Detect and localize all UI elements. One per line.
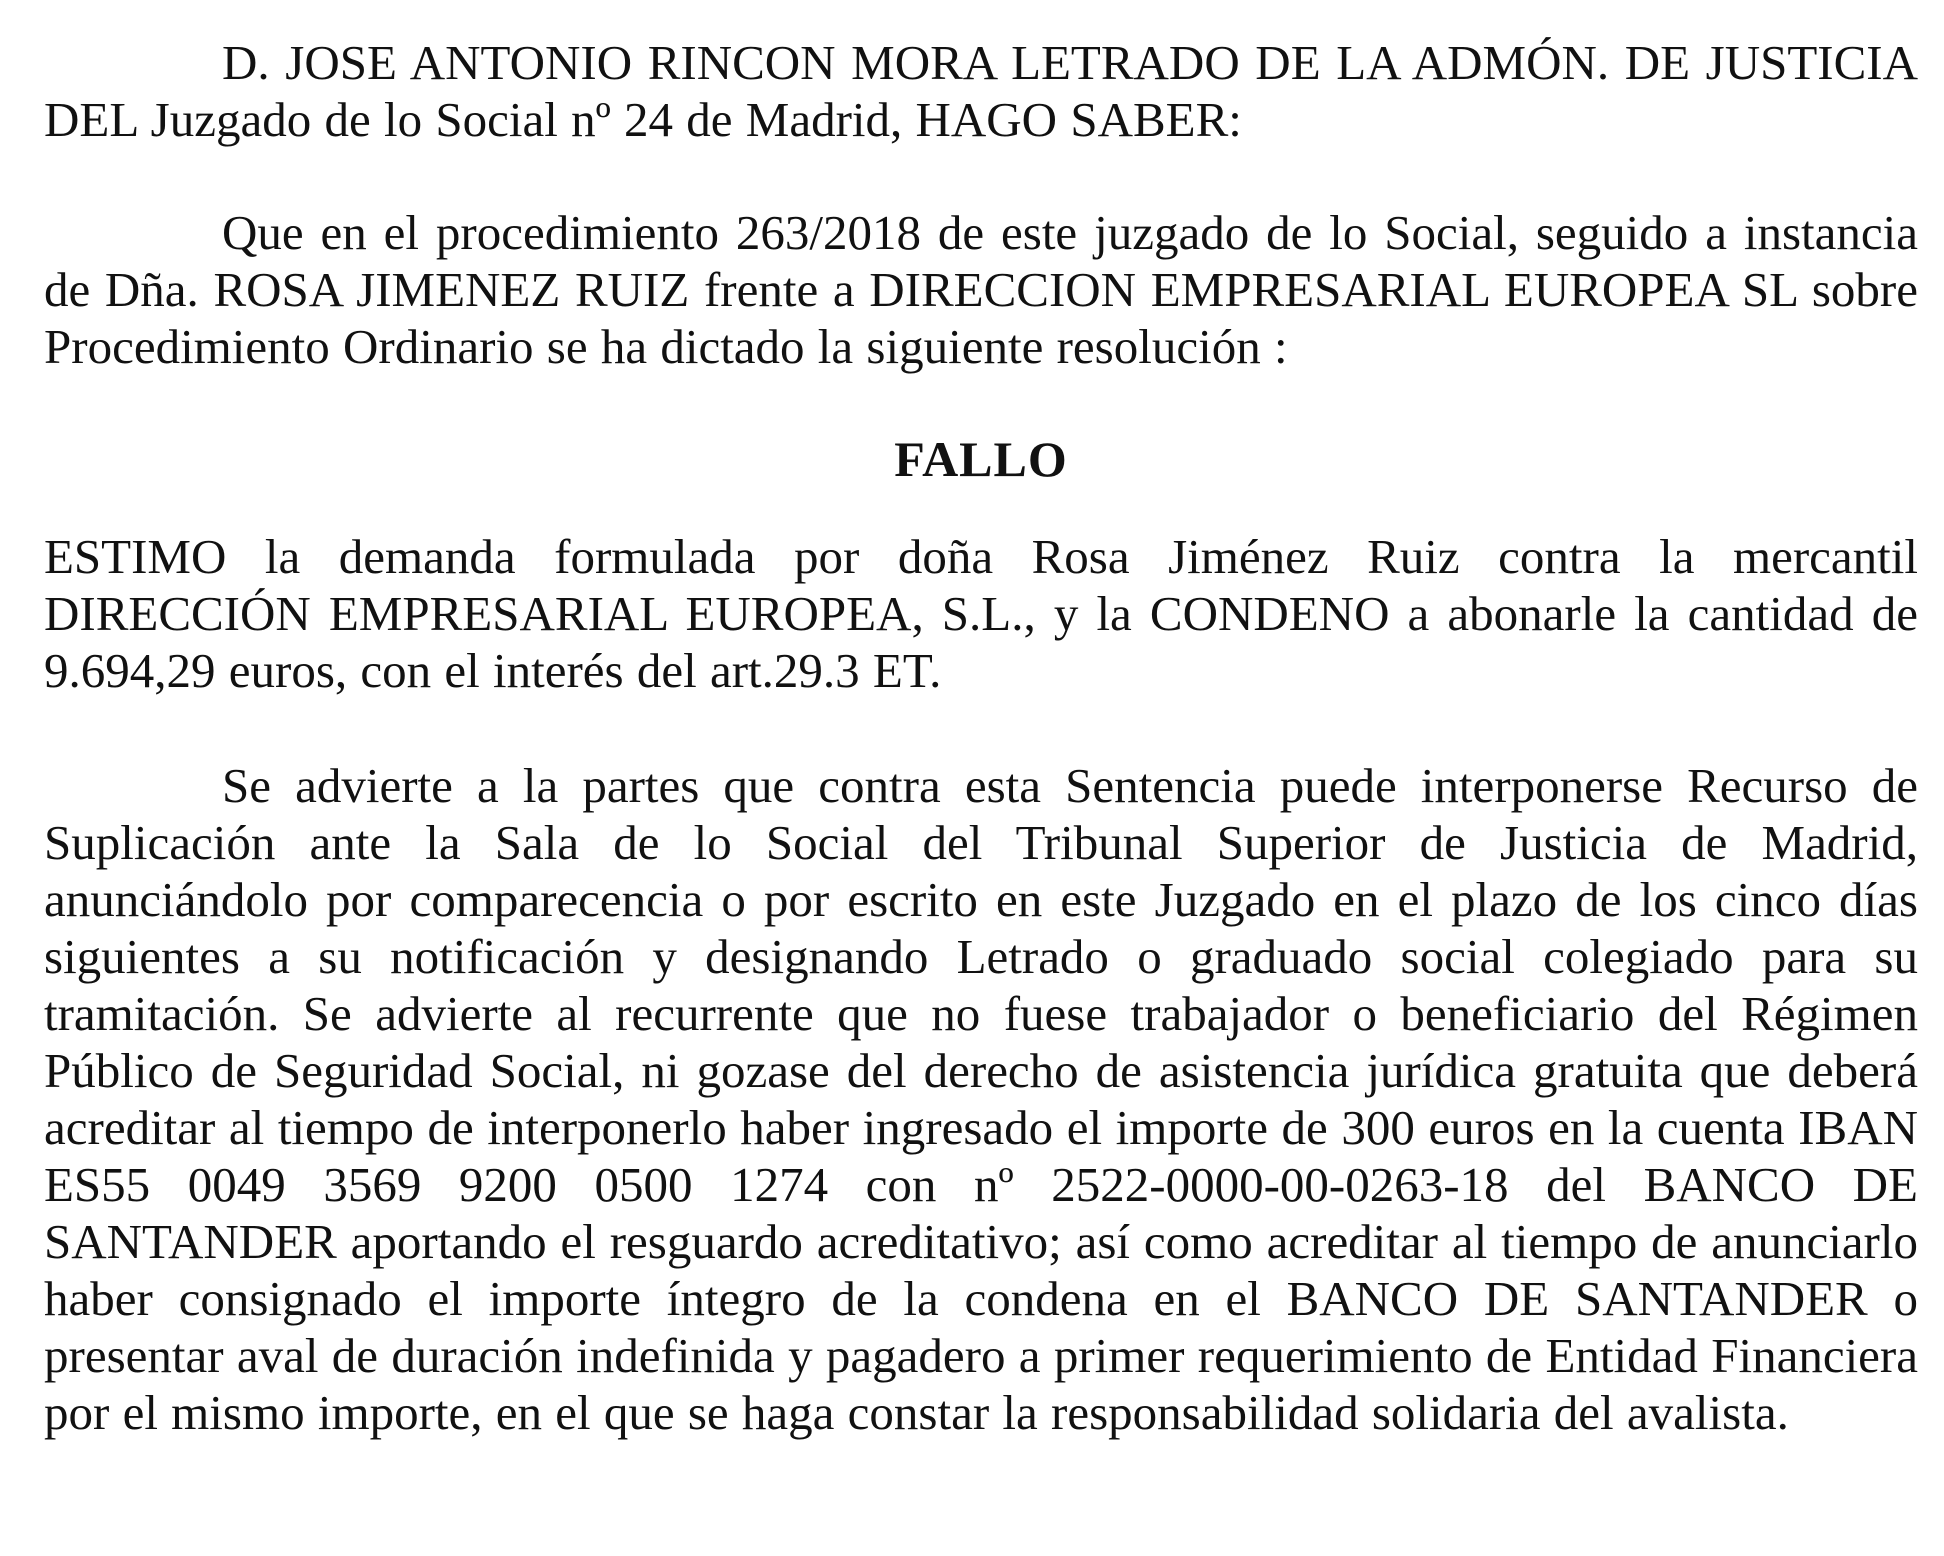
- ruling-paragraph: ESTIMO la demanda formulada por doña Rosa Jiménez Ruiz contra la mercantil DIRECCIÓN EMPRESARIAL EUROPEA, S.L., y la CONDENO a abonarle la cantidad de 9.694,29 euros, con el interés del art.29.3 ET.: [44, 529, 1918, 698]
- notice-paragraph: Se advierte a la partes que contra esta Sentencia puede interponerse Recurso de Suplicación ante la Sala de lo Social del Tribunal Superior de Justicia de Madrid, anunciándolo por comparecencia o por escrito en este Juzgado en el plazo de los cinco días siguientes a su notificación y designando Letrado o graduado social colegiado para su tramitación. Se advierte al recurrente que no fuese trabajador o beneficiario del Régimen Público de Seguridad Social, ni gozase del derecho de asistencia jurídica gratuita que deberá acreditar al tiempo de interponerlo haber ingresado el importe de 300 euros en la cuenta IBAN ES55 0049 3569 9200 0500 1274 con nº 2522-0000-00-0263-18 del BANCO DE SANTANDER aportando el resguardo acreditativo; así como acreditar al tiempo de anunciarlo haber consignado el importe íntegro de la condena en el BANCO DE SANTANDER o presentar aval de duración indefinida y pagadero a primer requerimiento de Entidad Financiera por el mismo importe, en el que se haga constar la responsabilidad solidaria del avalista.: [44, 758, 1918, 1440]
- fallo-heading: FALLO: [894, 431, 1068, 487]
- document-page: [44, 34, 1918, 1441]
- header-paragraph: D. JOSE ANTONIO RINCON MORA LETRADO DE LA ADMÓN. DE JUSTICIA DEL Juzgado de lo Social nº 24 de Madrid, HAGO SABER:: [44, 35, 1918, 147]
- intro-paragraph: Que en el procedimiento 263/2018 de este juzgado de lo Social, seguido a instancia de Dña. ROSA JIMENEZ RUIZ frente a DIRECCION EMPRESARIAL EUROPEA SL sobre Procedimiento Ordinario se ha dictado la siguiente resolución :: [44, 205, 1918, 374]
